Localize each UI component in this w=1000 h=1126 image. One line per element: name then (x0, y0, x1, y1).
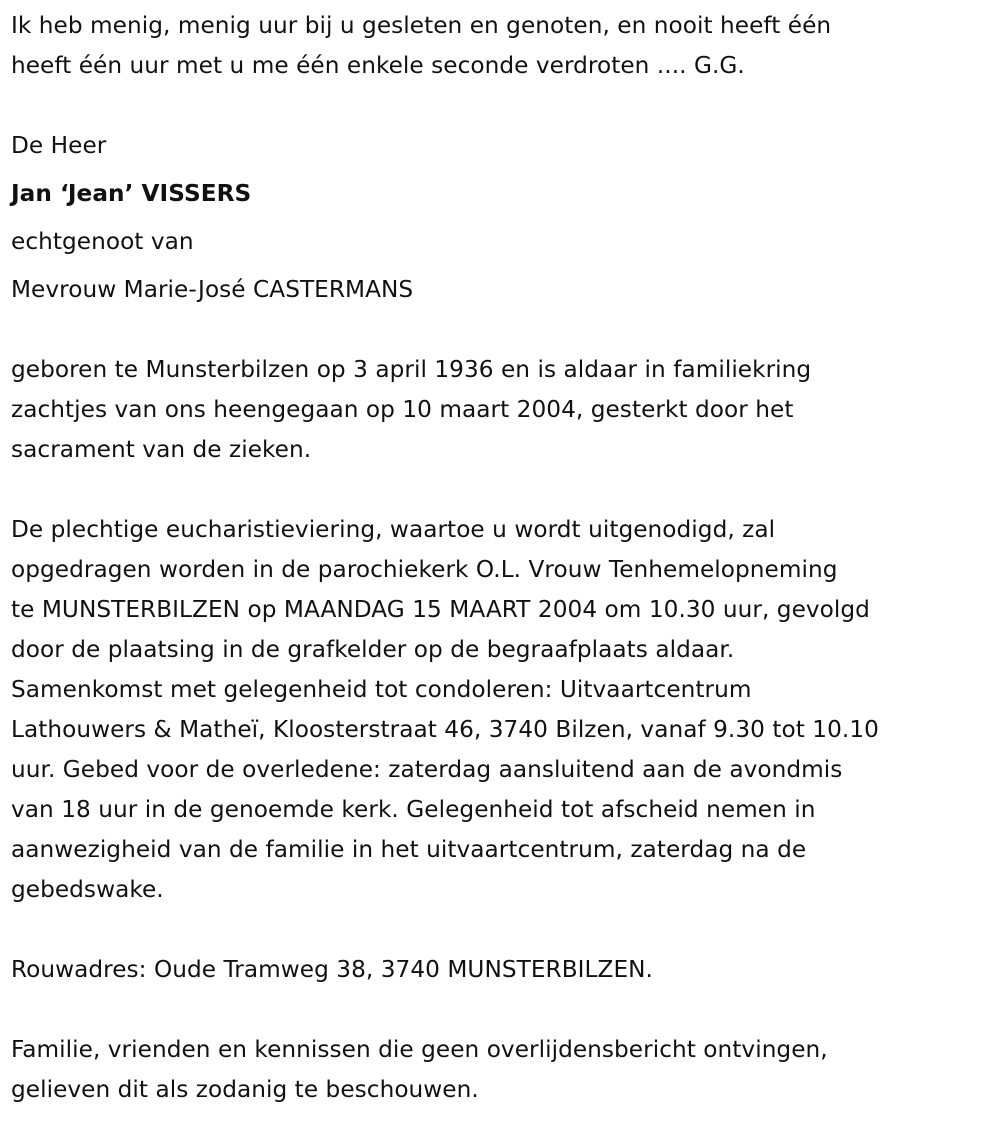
ceremony-line: Samenkomst met gelegenheid tot condoleren: Uitvaartcentrum (11, 676, 752, 703)
closing-line: gelieven dit als zodanig te beschouwen. (11, 1076, 479, 1103)
deceased-block (11, 122, 1000, 314)
spouse-name: Mevrouw Marie-José CASTERMANS (11, 276, 414, 303)
ceremony-line: gebedswake. (11, 876, 164, 903)
spacer (11, 910, 1000, 950)
quote-line: Ik heb menig, menig uur bij u gesleten en genoten, en nooit heeft één (11, 12, 832, 39)
ceremony-paragraph (11, 510, 1000, 910)
deceased-relation: echtgenoot van (11, 228, 194, 255)
birth-death-paragraph (11, 350, 1000, 470)
ceremony-line: aanwezigheid van de familie in het uitvaartcentrum, zaterdag na de (11, 836, 807, 863)
ceremony-line: uur. Gebed voor de overledene: zaterdag aansluitend aan de avondmis (11, 756, 843, 783)
quote-paragraph (11, 6, 1000, 86)
spacer (11, 470, 1000, 510)
closing-line: Familie, vrienden en kennissen die geen overlijdensbericht ontvingen, (11, 1036, 828, 1063)
ceremony-line: Lathouwers & Matheï, Kloosterstraat 46, 3740 Bilzen, vanaf 9.30 tot 10.10 (11, 716, 879, 743)
birth-death-line: zachtjes van ons heengegaan op 10 maart 2004, gesterkt door het (11, 396, 794, 423)
ceremony-line: te MUNSTERBILZEN op MAANDAG 15 MAART 2004 om 10.30 uur, gevolgd (11, 596, 870, 623)
quote-line: heeft één uur met u me één enkele seconde verdroten .... G.G. (11, 52, 745, 79)
birth-death-line: geboren te Munsterbilzen op 3 april 1936 en is aldaar in familiekring (11, 356, 812, 383)
closing-paragraph (11, 1030, 1000, 1110)
ceremony-line: van 18 uur in de genoemde kerk. Gelegenheid tot afscheid nemen in (11, 796, 816, 823)
spacer (11, 86, 1000, 126)
ceremony-line: opgedragen worden in de parochiekerk O.L. Vrouw Tenhemelopneming (11, 556, 838, 583)
spacer (11, 990, 1000, 1030)
deceased-name: Jan ‘Jean’ VISSERS (11, 180, 252, 207)
deceased-title: De Heer (11, 132, 107, 159)
spacer (11, 310, 1000, 350)
address-paragraph (11, 950, 1000, 990)
birth-death-line: sacrament van de zieken. (11, 436, 312, 463)
mourning-address: Rouwadres: Oude Tramweg 38, 3740 MUNSTERBILZEN. (11, 956, 653, 983)
ceremony-line: door de plaatsing in de grafkelder op de begraafplaats aldaar. (11, 636, 735, 663)
ceremony-line: De plechtige eucharistieviering, waartoe u wordt uitgenodigd, zal (11, 516, 776, 543)
